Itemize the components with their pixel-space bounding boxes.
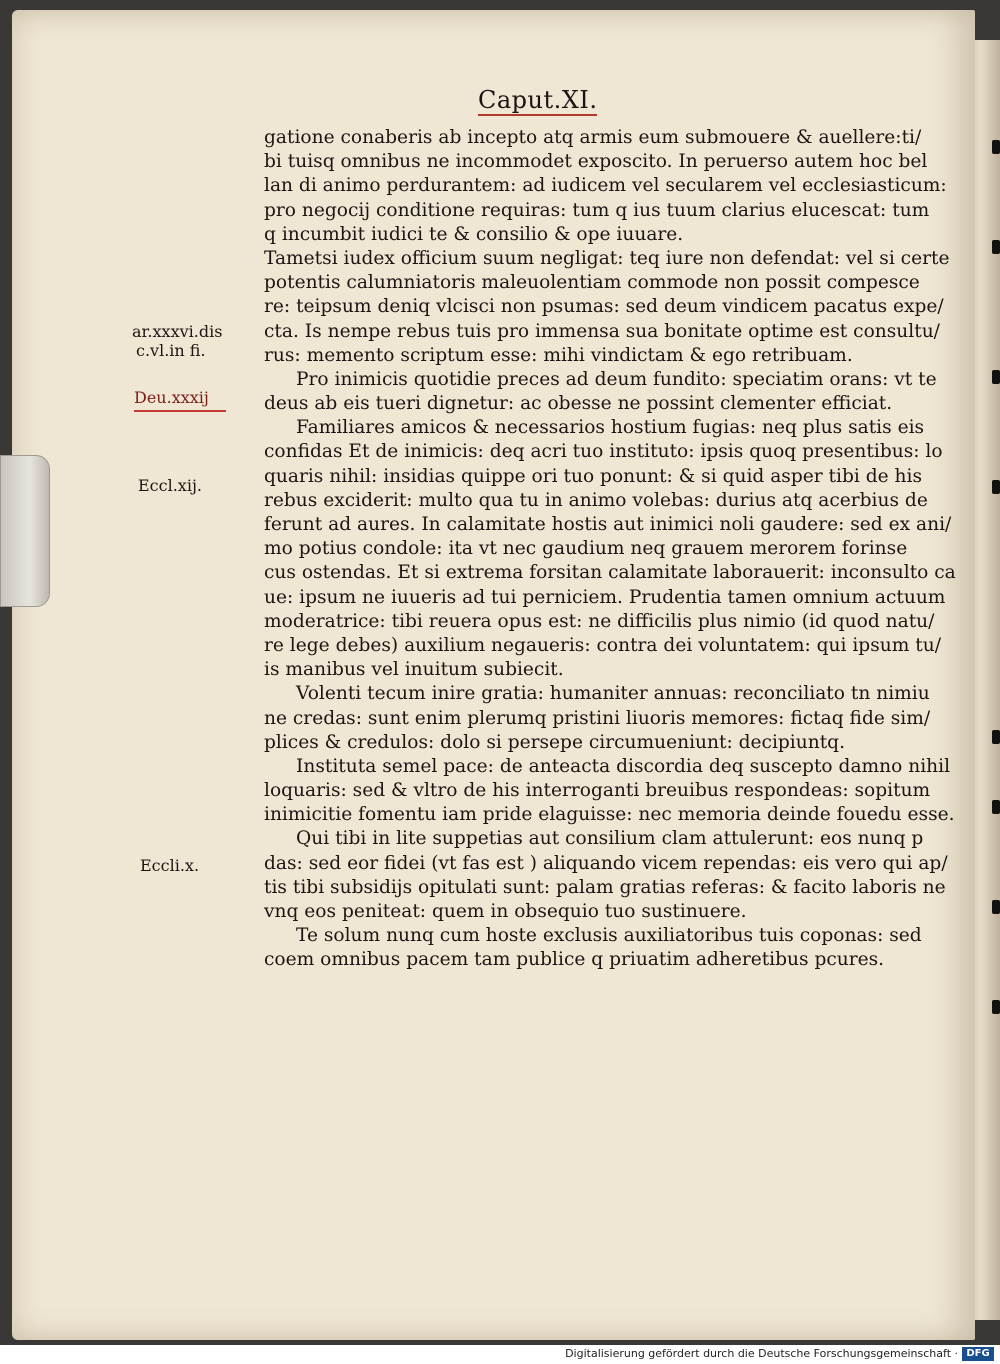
edge-mark: [992, 140, 1000, 154]
margin-note: Eccli.x.: [140, 856, 200, 875]
text-line: tis tibi subsidijs opitulati sunt: palam gratias referas: & facito laboris ne: [264, 876, 946, 898]
text-line: is manibus vel inuitum subiecit.: [264, 659, 564, 681]
text-line: q incumbit iudici te & consilio & ope iuuare.: [264, 223, 684, 245]
margin-underline: [134, 410, 226, 412]
text-line: coem omnibus pacem tam publice q priuatim adheretibus pcures.: [264, 949, 885, 971]
page-clip: [0, 455, 50, 607]
edge-mark: [992, 480, 1000, 494]
text-line: potentis calumniatoris maleuolentiam commode non possit compesce: [264, 272, 920, 294]
text-line: moderatrice: tibi reuera opus est: ne difficilis plus nimio (id quod natu/: [264, 610, 935, 632]
edge-mark: [992, 800, 1000, 814]
text-line: pro negocij conditione requiras: tum q ius tuum clarius elucescat: tum: [264, 199, 930, 221]
text-line: Instituta semel pace: de anteacta discordia deq suscepto damno nihil: [296, 755, 951, 777]
dfg-logo: DFG: [962, 1347, 994, 1361]
text-line: re lege debes) auxilium negaueris: contra dei voluntatem: qui ipsum tu/: [264, 634, 941, 656]
margin-note: Eccl.xij.: [138, 476, 202, 495]
text-line: Te solum nunq cum hoste exclusis auxiliatoribus tuis coponas: sed: [296, 925, 922, 947]
text-line: Tametsi iudex officium suum negligat: teq iure non defendat: vel si certe: [264, 247, 950, 269]
text-line: Volenti tecum inire gratia: humaniter annuas: reconciliato tn nimiu: [296, 683, 930, 705]
footer-bar: [0, 1345, 1000, 1364]
page-title: Caput.XI.: [478, 86, 598, 114]
text-line: Familiares amicos & necessarios hostium fugias: neq plus satis eis: [296, 417, 925, 439]
text-line: ue: ipsum ne iuueris ad tui perniciem. Prudentia tamen omnium actuum: [264, 586, 946, 608]
book-page: [12, 10, 975, 1340]
text-line: quaris nihil: insidias quippe ori tuo ponunt: & si quid asper tibi de his: [264, 465, 923, 487]
text-line: rebus exciderit: multo qua tu in animo volebas: durius atq acerbius de: [264, 489, 928, 511]
text-line: plices & credulos: dolo si persepe circumueniunt: decipiuntq.: [264, 731, 845, 753]
text-line: cta. Is nempe rebus tuis pro immensa sua bonitate optime est consultu/: [264, 320, 940, 342]
edge-mark: [992, 240, 1000, 254]
text-line: rus: memento scriptum esse: mihi vindictam & ego retribuam.: [264, 344, 853, 366]
text-line: Qui tibi in lite suppetias aut consilium clam attulerunt: eos nunq p: [296, 828, 924, 850]
text-line: loquaris: sed & vltro de his interroganti breuibus respondeas: sopitum: [264, 780, 931, 802]
edge-mark: [992, 370, 1000, 384]
edge-mark: [992, 1000, 1000, 1014]
margin-note: Deu.xxxij: [134, 388, 209, 407]
text-line: ferunt ad aures. In calamitate hostis aut inimici noli gaudere: sed ex ani/: [264, 514, 952, 535]
body-text: [264, 126, 956, 973]
text-line: confidas Et de inimicis: deq acri tuo instituto: ipsis quoq presentibus: lo: [264, 441, 943, 463]
text-line: Pro inimicis quotidie preces ad deum fundito: speciatim orans: vt te: [296, 368, 937, 390]
edge-mark: [992, 900, 1000, 914]
text-line: das: sed eor fidei (vt fas est ) aliquando vicem rependas: eis vero qui ap/: [264, 852, 948, 874]
text-line: re: teipsum deniq vlcisci non psumas: sed deum vindicem pacatus expe/: [264, 296, 944, 318]
text-line: inimicitie fomentu iam pride elaguisse: nec memoria deinde fouedu esse.: [264, 804, 955, 826]
text-line: cus ostendas. Et si extrema forsitan calamitate laborauerit: inconsulto ca: [264, 562, 956, 584]
text-line: lan di animo perdurantem: ad iudicem vel secularem vel ecclesiasticum:: [264, 175, 947, 197]
text-line: mo potius condole: ita vt nec gaudium neq grauem merorem forinse: [264, 538, 908, 560]
edge-mark: [992, 730, 1000, 744]
margin-note: ar.xxxvi.dis: [132, 322, 223, 341]
text-line: deus ab eis tueri dignetur: ac obesse ne possint clementer efficiat.: [264, 393, 893, 415]
text-line: vnq eos peniteat: quem in obsequio tuo sustinuere.: [264, 901, 747, 922]
footer-credit: Digitalisierung gefördert durch die Deutsche Forschungsgemeinschaft ·: [565, 1347, 958, 1360]
margin-note: c.vl.in fi.: [136, 341, 206, 360]
text-line: bi tuisq omnibus ne incommodet exposcito. In peruerso autem hoc bel: [264, 151, 928, 173]
text-line: ne credas: sunt enim plerumq pristini liuoris memores: fictaq fide sim/: [264, 707, 931, 729]
text-line: gatione conaberis ab incepto atq armis eum submouere & auellere:ti/: [264, 127, 922, 148]
